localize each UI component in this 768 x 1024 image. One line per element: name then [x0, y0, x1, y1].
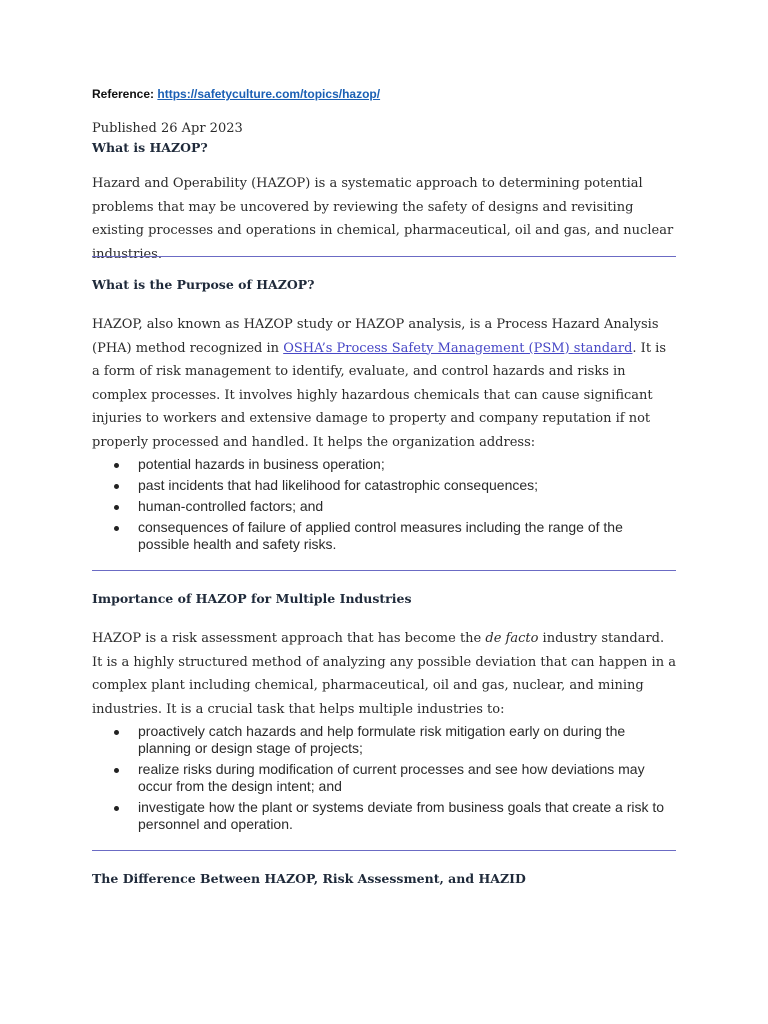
reference-link[interactable]: https://safetyculture.com/topics/hazop/	[157, 87, 381, 101]
published-date: Published 26 Apr 2023	[92, 121, 243, 136]
divider	[92, 850, 676, 851]
divider	[92, 570, 676, 571]
list-item: consequences of failure of applied control measures including the range of the possible health and safety risks.	[92, 519, 676, 553]
heading-what-is-hazop: What is HAZOP?	[92, 140, 208, 155]
importance-text-2: industry standard. It is a highly structured method of analyzing any possible deviation that can happen in a complex plant including chemical, pharmaceutical, oil and gas, nuclear, and mining industries. It is a crucial task that helps multiple industries to:	[92, 631, 676, 717]
importance-emphasis: de facto	[485, 631, 539, 646]
divider	[92, 256, 676, 257]
list-item: proactively catch hazards and help formulate risk mitigation early on during the planning or design stage of projects;	[92, 723, 676, 757]
osha-psm-link[interactable]: OSHA’s Process Safety Management (PSM) standard	[283, 340, 633, 356]
paragraph-purpose	[92, 313, 676, 454]
list-item: realize risks during modification of current processes and see how deviations may occur from the design intent; and	[92, 761, 676, 795]
paragraph-importance	[92, 627, 676, 721]
purpose-text-2: . It is a form of risk management to identify, evaluate, and control hazards and risks in complex processes. It involves highly hazardous chemicals that can cause significant injuries to workers and extensive damage to property and company reputation if not properly processed and handled. It helps the organization address:	[92, 340, 667, 450]
importance-bullet-list	[92, 723, 676, 837]
list-item: human-controlled factors; and	[92, 498, 676, 515]
paragraph-what-is-hazop: Hazard and Operability (HAZOP) is a systematic approach to determining potential problems that may be uncovered by reviewing the safety of designs and revisiting existing processes and operations in chemical, pharmaceutical, oil and gas, and nuclear industries.	[92, 176, 674, 262]
heading-difference: The Difference Between HAZOP, Risk Assessment, and HAZID	[92, 871, 526, 886]
heading-importance: Importance of HAZOP for Multiple Industries	[92, 591, 412, 606]
list-item: investigate how the plant or systems deviate from business goals that create a risk to personnel and operation.	[92, 799, 676, 833]
list-item: past incidents that had likelihood for catastrophic consequences;	[92, 477, 676, 494]
importance-text-1: HAZOP is a risk assessment approach that has become the	[92, 631, 486, 646]
heading-purpose: What is the Purpose of HAZOP?	[92, 277, 315, 292]
reference-label: Reference:	[92, 87, 155, 101]
purpose-bullet-list	[92, 456, 676, 557]
list-item: potential hazards in business operation;	[92, 456, 676, 473]
reference-line	[92, 87, 380, 101]
purpose-text-1: HAZOP, also known as HAZOP study or HAZOP analysis, is a Process Hazard Analysis (PHA) method recognized in	[92, 317, 659, 356]
